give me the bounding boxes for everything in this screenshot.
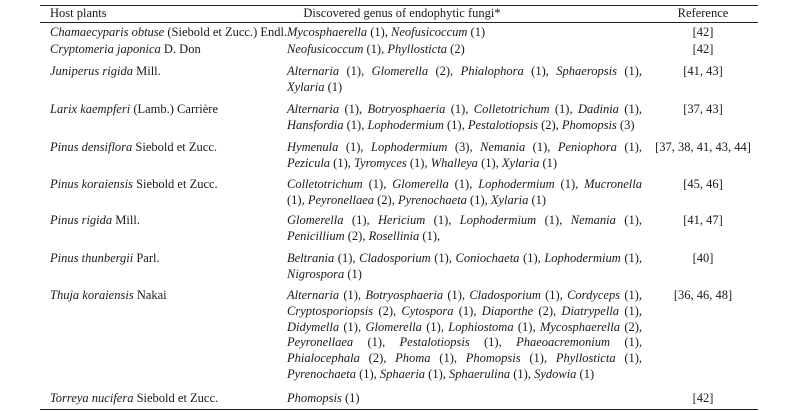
host-plant-cell: [50, 42, 280, 58]
host-species-author: (Lamb.) Carrière: [130, 102, 219, 116]
genus-count: (1): [520, 351, 544, 366]
genus-name: Phomopsis: [465, 351, 521, 366]
host-species-name: Larix kaempferi: [50, 102, 131, 116]
genus-name: Pyrenochaeta: [397, 192, 467, 207]
host-species-author: Siebold et Zucc.: [133, 391, 219, 405]
reference-cell: [37, 38, 41, 43, 44]: [655, 140, 751, 154]
genus-name: Diaporthe: [481, 303, 534, 318]
genus-count: (2): [620, 319, 639, 334]
genus-name: Colletotrichum: [287, 177, 363, 191]
genus-count: (1): [324, 79, 343, 94]
genus-count: (1): [421, 319, 441, 334]
genus-name: Colletotrichum: [473, 102, 550, 116]
genus-count: (1): [610, 335, 639, 350]
genus-count: (1): [367, 25, 385, 39]
host-species-name: Thuja koraiensis: [50, 288, 134, 302]
genus-count: (1): [477, 155, 496, 170]
genus-count: (1): [339, 102, 360, 116]
genus-count: (1): [616, 64, 639, 78]
host-species-name: Cryptomeria japonica: [50, 42, 161, 56]
genus-count: (1): [619, 303, 639, 318]
genus-name: Phomopsis: [287, 391, 342, 405]
genus-count: (1): [469, 335, 499, 350]
genus-count: (1): [443, 288, 462, 302]
genus-list-cell: [287, 391, 642, 407]
genus-name: Hymenula: [287, 140, 339, 154]
genus-count: (1): [430, 351, 454, 366]
genus-count: (1): [362, 177, 384, 191]
genus-count: (1): [430, 251, 449, 265]
genus-count: (1): [341, 391, 360, 405]
genus-name: Phyllosticta: [555, 351, 616, 366]
genus-name: Hericium: [378, 213, 426, 227]
host-species-name: Pinus thunbergii: [50, 251, 134, 265]
reference-cell: [36, 46, 48]: [673, 288, 733, 302]
genus-name: Alternaria: [287, 102, 340, 116]
genus-name: Nemania: [570, 213, 616, 227]
genus-list-cell: Beltrania (1), Cladosporium (1), Coniochaeta (1), Lophodermium (1), Nigrospora (1): [287, 251, 643, 281]
host-plant-cell: [50, 213, 280, 229]
genus-list-cell: Alternaria (1), Botryosphaeria (1), Cladosporium (1), Cordyceps (1), Cryptosporiopsis (2), Cytospora (1), Diaporthe (2), Diatrypella (1), Didymella (1), Glomerella (1), Lophiostoma (1), Mycosphaerella (2), Peyronellaea (1), Pestalotiopsis (1), Phaeoacremonium (1), Phialocephala (2), Phoma (1), Phomopsis (1), Phyllosticta (1), Pyrenochaeta (1), Sphaeria (1), Sphaerulina (1), Sydowia (1): [287, 288, 643, 381]
genus-count: (1): [525, 140, 548, 154]
genus-count: (1): [339, 288, 358, 302]
genus-name: Tyromyces: [354, 155, 407, 170]
genus-name: Phyllosticta: [387, 42, 448, 56]
header-host-plants: Host plants: [50, 6, 107, 20]
table-bottom-rule: [40, 409, 758, 410]
genus-count: (1): [339, 319, 358, 334]
genus-name: Phaeoacremonium: [516, 335, 611, 350]
genus-name: Cordyceps: [567, 288, 621, 302]
genus-count: (1): [453, 303, 474, 318]
genus-count: (1): [620, 288, 639, 302]
host-species-name: Pinus rigida: [50, 213, 113, 227]
genus-count: (1): [443, 117, 462, 132]
genus-count: (1): [419, 228, 437, 243]
host-species-name: Juniperus rigida: [50, 64, 133, 78]
genus-list-cell: Hymenula (1), Lophodermium (3), Nemania (1), Peniophora (1), Pezicula (1), Tyromyces (1), Whalleya (1), Xylaria (1): [287, 140, 643, 170]
genus-name: Peyronellaea: [287, 335, 354, 350]
genus-name: Xylaria: [501, 155, 540, 170]
genus-count: (1): [536, 213, 560, 227]
genus-name: Lophiostoma: [448, 319, 514, 334]
reference-cell: [37, 43]: [683, 102, 723, 116]
genus-count: (1): [615, 351, 639, 366]
host-species-author: Mill.: [112, 213, 140, 227]
genus-name: Sphaerulina: [449, 366, 511, 381]
genus-name: Hansfordia: [287, 117, 344, 132]
genus-count: (1): [513, 319, 533, 334]
host-species-author: D. Don: [160, 42, 201, 56]
genus-name: Xylaria: [287, 79, 325, 94]
genus-name: Glomerella: [371, 64, 429, 78]
genus-name: Lophodermium: [459, 213, 537, 227]
host-plant-cell: [50, 140, 280, 156]
genus-count: (1): [615, 213, 639, 227]
reference-cell: [42]: [692, 25, 714, 39]
host-species-author: Siebold et Zucc.: [132, 140, 217, 154]
genus-name: Alternaria: [287, 288, 340, 302]
host-species-name: Pinus koraiensis: [50, 177, 133, 191]
genus-count: (1): [528, 192, 547, 207]
genus-name: Peniophora: [557, 140, 617, 154]
genus-name: Glomerella: [365, 319, 422, 334]
genus-name: Coniochaeta: [455, 251, 520, 265]
reference-cell: [42]: [692, 42, 714, 56]
host-plant-cell: [50, 391, 280, 407]
genus-count: (1): [523, 64, 546, 78]
genus-list-cell: Colletotrichum (1), Glomerella (1), Lophodermium (1), Mucronella (1), Peyronellaea (2), Pyrenochaeta (1), Xylaria (1): [287, 177, 642, 207]
genus-name: Botryosphaeria: [367, 102, 446, 116]
genus-name: Diatrypella: [561, 303, 620, 318]
genus-count: (1): [339, 64, 362, 78]
reference-cell: [41, 43]: [683, 64, 723, 78]
host-species-author: Nakai: [133, 288, 167, 302]
header-reference: Reference: [677, 6, 729, 20]
genus-count: (2): [344, 228, 363, 243]
genus-name: Cladosporium: [469, 288, 541, 302]
genus-name: Phomopsis: [561, 117, 617, 132]
genus-count: (1): [353, 335, 383, 350]
host-plant-cell: [50, 288, 280, 304]
genus-name: Lophodermium: [544, 251, 621, 265]
genus-name: Cytospora: [401, 303, 454, 318]
reference-cell: [40]: [692, 251, 714, 265]
genus-name: Mycosphaerella: [287, 25, 368, 39]
genus-name: Neofusicoccum: [287, 42, 364, 56]
genus-count: (2): [533, 303, 554, 318]
genus-name: Pestalotiopsis: [467, 117, 538, 132]
genus-count: (2): [374, 192, 392, 207]
genus-name: Mycosphaerella: [539, 319, 621, 334]
genus-count: (1): [540, 288, 560, 302]
genus-name: Peyronellaea: [307, 192, 375, 207]
host-species-name: Torreya nucifera: [50, 391, 134, 405]
genus-count: (1): [363, 42, 382, 56]
table-header-rule: [40, 22, 758, 23]
genus-count: (1): [330, 155, 348, 170]
genus-name: Dadinia: [577, 102, 619, 116]
host-species-author: (Siebold et Zucc.) Endl.: [164, 25, 288, 39]
genus-name: Lophodermium: [367, 117, 444, 132]
genus-count: (2): [428, 64, 451, 78]
genus-list-cell: Mycosphaerella (1), Neofusicoccum (1): [287, 25, 486, 39]
reference-cell: [42]: [692, 391, 714, 405]
genus-count: (3): [616, 117, 635, 132]
genus-count: (1): [519, 251, 538, 265]
genus-count: (1): [554, 177, 576, 191]
genus-name: Didymella: [287, 319, 340, 334]
genus-name: Penicillium: [287, 228, 345, 243]
genus-count: (1): [616, 140, 639, 154]
genus-count: (1): [467, 25, 486, 39]
reference-cell: [41, 47]: [683, 213, 723, 227]
genus-name: Cryptosporiopsis: [287, 303, 374, 318]
genus-name: Sphaeria: [379, 366, 426, 381]
genus-name: Lophodermium: [371, 140, 448, 154]
genus-count: (1): [539, 155, 558, 170]
genus-count: (1): [287, 192, 302, 207]
genus-list-cell: Glomerella (1), Hericium (1), Lophodermium (1), Nemania (1), Penicillium (2), Rosellinia (1),: [287, 213, 643, 243]
genus-name: Pestalotiopsis: [399, 335, 470, 350]
genus-count: (2): [447, 42, 465, 56]
genus-count: (1): [334, 251, 353, 265]
genus-name: Pyrenochaeta: [287, 366, 356, 381]
host-plant-cell: [50, 251, 280, 267]
genus-count: (1): [549, 102, 570, 116]
genus-name: Botryosphaeria: [365, 288, 444, 302]
genus-count: (2): [373, 303, 393, 318]
host-species-author: Siebold et Zucc.: [132, 177, 218, 191]
genus-count: (1): [355, 366, 374, 381]
host-species-name: Chamaecyparis obtuse: [50, 25, 165, 39]
genus-name: Beltrania: [287, 251, 335, 265]
genus-name: Sydowia: [534, 366, 577, 381]
genus-name: Alternaria: [287, 64, 340, 78]
host-species-author: Mill.: [132, 64, 161, 78]
genus-count: (1): [343, 117, 362, 132]
genus-name: Phialophora: [460, 64, 524, 78]
host-species-name: Pinus densiflora: [50, 140, 133, 154]
genus-count: (1): [510, 366, 528, 381]
genus-name: Xylaria: [490, 192, 529, 207]
genus-name: Lophodermium: [478, 177, 555, 191]
genus-name: Cladosporium: [359, 251, 431, 265]
genus-name: Rosellinia: [368, 228, 420, 243]
genus-name: Mucronella: [584, 177, 642, 191]
reference-cell: [45, 46]: [683, 177, 723, 191]
genus-name: Phoma: [395, 351, 431, 366]
host-plant-cell: [50, 25, 288, 41]
genus-count: (1): [344, 266, 362, 281]
genus-name: Phialocephala: [287, 351, 360, 366]
genus-name: Glomerella: [392, 177, 449, 191]
genus-count: (1): [445, 102, 466, 116]
genus-count: (1): [620, 251, 639, 265]
genus-count: (1): [343, 213, 367, 227]
host-plant-cell: [50, 64, 280, 80]
genus-list-cell: Alternaria (1), Glomerella (2), Phialophora (1), Sphaeropsis (1), Xylaria (1): [287, 64, 643, 94]
genus-count: (1): [448, 177, 470, 191]
genus-count: (1): [576, 366, 595, 381]
genus-count: (1): [338, 140, 361, 154]
genus-name: Nemania: [480, 140, 526, 154]
genus-count: (1): [425, 366, 443, 381]
genus-name: Whalleya: [430, 155, 478, 170]
genus-count: (2): [537, 117, 556, 132]
genus-name: Neofusicoccum: [391, 25, 468, 39]
genus-list-cell: Neofusicoccum (1), Phyllosticta (2): [287, 42, 465, 56]
genus-list-cell: Alternaria (1), Botryosphaeria (1), Colletotrichum (1), Dadinia (1), Hansfordia (1), Lophodermium (1), Pestalotiopsis (2), Phomopsis (3): [287, 102, 642, 132]
header-discovered-genus: Discovered genus of endophytic fungi*: [303, 6, 501, 20]
genus-count: (3): [447, 140, 470, 154]
genus-count: (1): [466, 192, 485, 207]
genus-name: Pezicula: [287, 155, 331, 170]
genus-count: (1): [425, 213, 449, 227]
genus-count: (2): [359, 351, 384, 366]
genus-count: (1): [406, 155, 425, 170]
host-species-author: Parl.: [133, 251, 160, 265]
host-plant-cell: [50, 177, 280, 193]
genus-name: Sphaeropsis: [556, 64, 617, 78]
genus-name: Nigrospora: [287, 266, 345, 281]
host-plant-cell: [50, 102, 280, 118]
genus-name: Glomerella: [287, 213, 344, 227]
genus-count: (1): [618, 102, 639, 116]
